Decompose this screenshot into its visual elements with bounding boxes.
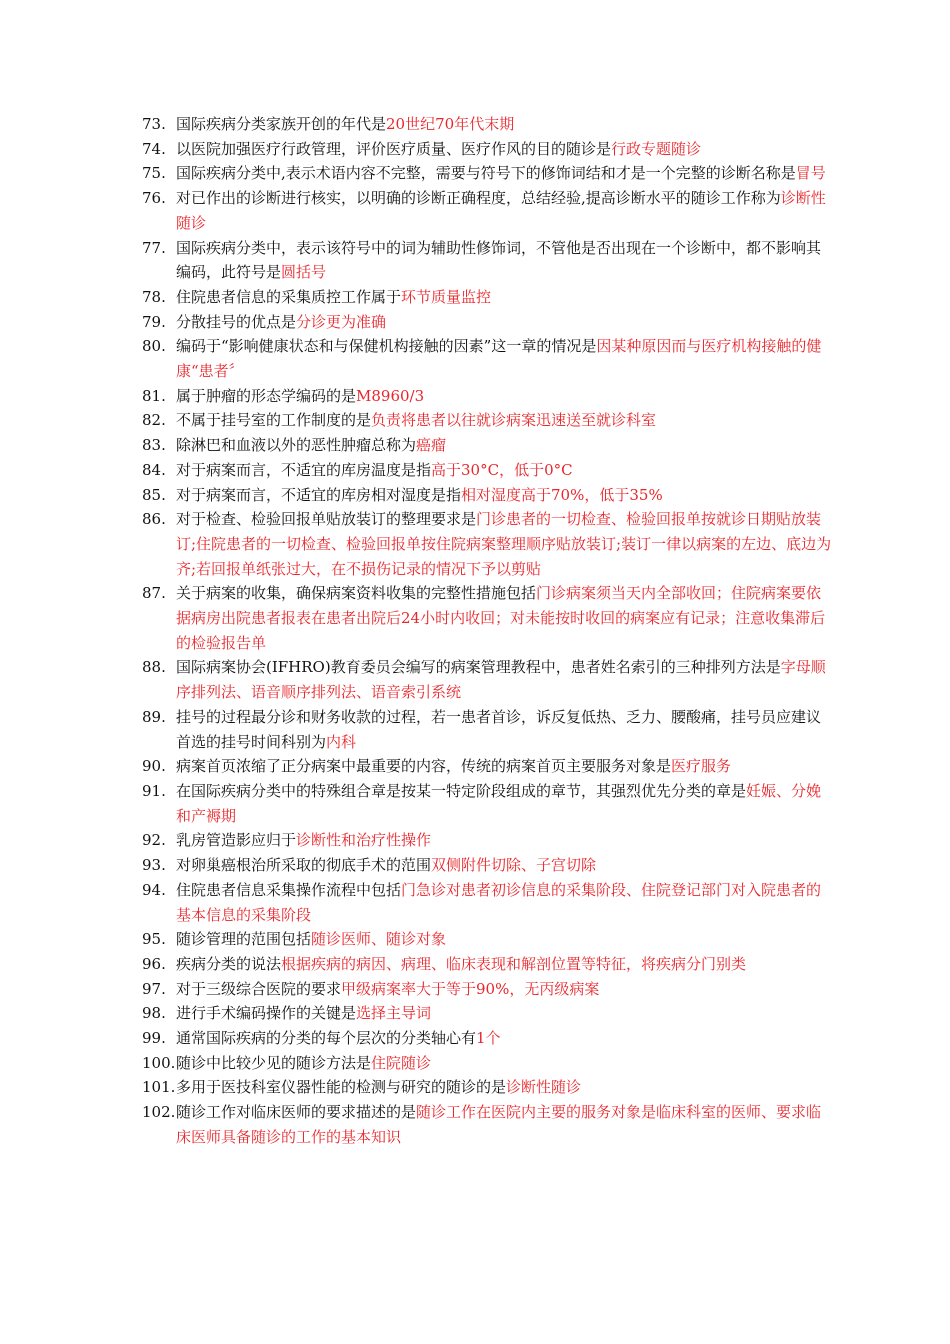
question-item <box>142 236 832 285</box>
answer-text: 诊断性随诊 <box>176 189 826 232</box>
question-number: 80. <box>142 337 166 356</box>
answer-text: 因某种原因而与医疗机构接触的健康“患者〞 <box>176 337 822 381</box>
question-text: 随诊工作对临床医师的要求描述的是 <box>176 1103 417 1122</box>
question-body <box>176 285 832 310</box>
question-text: 国际疾病分类中,表示术语内容不完整，需要与符号下的修饰词结和才是一个完整的诊断名称是 <box>176 164 796 183</box>
question-text: 国际疾病分类家族开创的年代是 <box>176 115 387 133</box>
answer-text: 圆括号 <box>281 263 327 282</box>
question-text: 通常国际疾病的分类的每个层次的分类轴心有 <box>176 1029 477 1048</box>
question-text: 关于病案的收集，确保病案资料收集的完整性措施包括 <box>176 584 537 603</box>
question-body <box>176 186 832 235</box>
answer-text: 选择主导词 <box>356 1004 432 1023</box>
question-body <box>176 161 832 186</box>
question-number: 79. <box>142 312 166 331</box>
question-body <box>176 655 832 704</box>
answer-text: 行政专题随诊 <box>611 139 702 158</box>
question-number: 98. <box>142 1004 166 1023</box>
question-body <box>176 878 832 927</box>
question-body <box>176 112 832 137</box>
question-number: 87. <box>142 584 166 603</box>
question-item <box>142 581 832 655</box>
question-number: 92. <box>142 831 166 850</box>
answer-text: 妊娠、分娩和产褥期 <box>176 781 822 825</box>
answer-text: 医疗服务 <box>671 757 732 776</box>
question-item <box>142 754 832 779</box>
question-number: 76. <box>142 189 166 208</box>
answer-text: 高于30°C，低于0°C <box>431 460 573 479</box>
question-text: 对已作出的诊断进行核实，以明确的诊断正确程度，总结经验,提高诊断水平的随诊工作称为 <box>176 189 781 208</box>
question-item <box>142 137 832 162</box>
answer-text: 诊断性和治疗性操作 <box>296 831 432 850</box>
answer-text: 内科 <box>326 732 357 751</box>
question-item <box>142 483 832 508</box>
question-text: 国际病案协会(IFHRO)教育委员会编写的病案管理教程中，患者姓名索引的三种排列方法是 <box>176 658 781 677</box>
question-number: 73. <box>142 115 166 133</box>
question-text: 病案首页浓缩了正分病案中最重要的内容，传统的病案首页主要服务对象是 <box>176 757 672 776</box>
question-body <box>176 433 832 458</box>
answer-text: 随诊医师、随诊对象 <box>311 930 447 949</box>
question-number: 94. <box>142 880 166 899</box>
question-item <box>142 285 832 310</box>
question-item <box>142 853 832 878</box>
question-item <box>142 655 832 704</box>
answer-text: 相对湿度高于70%，低于35% <box>461 485 663 504</box>
question-item <box>142 705 832 754</box>
question-body <box>176 1075 832 1100</box>
answer-text: 字母顺序排列法、语音顺序排列法、语音索引系统 <box>176 658 826 702</box>
question-item <box>142 828 832 853</box>
question-body <box>176 952 832 977</box>
question-text: 国际疾病分类中，表示该符号中的词为辅助性修饰词，不管他是否出现在一个诊断中，都不影响其编码，此符号是 <box>176 238 822 282</box>
question-body <box>176 137 832 162</box>
question-number: 86. <box>142 510 166 529</box>
question-text: 对卵巢癌根治所采取的彻底手术的范围 <box>176 856 432 875</box>
question-text: 不属于挂号室的工作制度的是 <box>176 411 372 430</box>
question-item <box>142 186 832 235</box>
question-body <box>176 483 832 508</box>
answer-text: 随诊工作在医院内主要的服务对象是临床科室的医师、要求临床医师具备随诊的工作的基本知识 <box>176 1103 822 1146</box>
question-number: 84. <box>142 460 166 479</box>
question-item <box>142 334 832 383</box>
question-text: 随诊中比较少见的随诊方法是 <box>176 1053 372 1072</box>
answer-text: 20世纪70年代末期 <box>386 115 515 133</box>
question-body <box>176 581 832 655</box>
question-item <box>142 384 832 409</box>
question-body <box>176 1001 832 1026</box>
question-number: 97. <box>142 979 166 998</box>
question-number: 77. <box>142 238 166 257</box>
answer-text: 负责将患者以往就诊病案迅速送至就诊科室 <box>371 411 657 430</box>
question-text: 以医院加强医疗行政管理，评价医疗质量、医疗作风的目的随诊是 <box>176 139 612 158</box>
question-item <box>142 161 832 186</box>
question-body <box>176 458 832 483</box>
question-body <box>176 705 832 754</box>
question-body <box>176 828 832 853</box>
question-body <box>176 779 832 828</box>
question-body <box>176 507 832 581</box>
question-text: 对于病案而言，不适宜的库房温度是指 <box>176 460 432 479</box>
question-text: 住院患者信息的采集质控工作属于 <box>176 287 402 306</box>
question-number: 89. <box>142 707 166 726</box>
answer-text: 门诊患者的一切检查、检验回报单按就诊日期贴放装订;住院患者的一切检查、检验回报单按住院病案整理顺序贴放装订;装订一律以病案的左边、底边为齐;若回报单纸张过大，在不损伤记录的情况下予以剪贴 <box>176 510 832 578</box>
answer-text: 门急诊对患者初诊信息的采集阶段、住院登记部门对入院患者的基本信息的采集阶段 <box>176 880 822 924</box>
question-text: 对于检查、检验回报单贴放装订的整理要求是 <box>176 510 477 529</box>
question-body <box>176 977 832 1002</box>
question-number: 93. <box>142 856 166 875</box>
question-text: 编码于“影响健康状态和与保健机构接触的因素”这一章的情况是 <box>176 337 597 356</box>
question-item <box>142 952 832 977</box>
question-number: 99. <box>142 1029 166 1048</box>
question-number: 78. <box>142 287 166 306</box>
question-number: 82. <box>142 411 166 430</box>
question-item <box>142 408 832 433</box>
question-text: 乳房管造影应归于 <box>176 831 297 850</box>
question-item <box>142 1051 832 1076</box>
answer-text: 双侧附件切除、子宫切除 <box>431 856 597 875</box>
question-number: 95. <box>142 930 166 949</box>
question-number: 75. <box>142 164 166 183</box>
question-text: 进行手术编码操作的关键是 <box>176 1004 357 1023</box>
question-body <box>176 1051 832 1076</box>
answer-text: 住院随诊 <box>371 1053 432 1072</box>
answer-text: 门诊病案须当天内全部收回；住院病案要依据病房出院患者报表在患者出院后24小时内收回；对未能按时收回的病案应有记录；注意收集滞后的检验报告单 <box>176 584 826 652</box>
question-item <box>142 458 832 483</box>
question-body <box>176 853 832 878</box>
question-body <box>176 310 832 335</box>
question-body <box>176 1026 832 1051</box>
question-text: 多用于医技科室仪器性能的检测与研究的随诊的是 <box>176 1078 507 1097</box>
question-body <box>176 408 832 433</box>
question-number: 90. <box>142 757 166 776</box>
question-number: 85. <box>142 485 166 504</box>
answer-text: 1个 <box>476 1029 501 1048</box>
answer-text: 分诊更为准确 <box>296 312 387 331</box>
question-text: 疾病分类的说法 <box>176 954 282 973</box>
question-item <box>142 779 832 828</box>
question-text: 对于病案而言，不适宜的库房相对湿度是指 <box>176 485 462 504</box>
question-item <box>142 927 832 952</box>
answer-text: 根据疾病的病因、病理、临床表现和解剖位置等特征，将疾病分门别类 <box>281 954 747 973</box>
answer-text: 诊断性随诊 <box>506 1078 582 1097</box>
question-body <box>176 384 832 409</box>
question-number: 88. <box>142 658 166 677</box>
question-item <box>142 1075 832 1100</box>
question-number: 102. <box>142 1103 176 1122</box>
question-text: 随诊管理的范围包括 <box>176 930 312 949</box>
question-body <box>176 927 832 952</box>
question-item <box>142 310 832 335</box>
question-item <box>142 1100 832 1149</box>
question-text: 属于肿瘤的形态学编码的是 <box>176 386 357 405</box>
question-text: 分散挂号的优点是 <box>176 312 297 331</box>
answer-text: 甲级病案率大于等于90%，无丙级病案 <box>341 979 600 998</box>
question-item <box>142 112 832 137</box>
answer-text: M8960/3 <box>356 386 425 405</box>
question-number: 74. <box>142 139 166 158</box>
answer-text: 癌瘤 <box>416 436 447 455</box>
question-text: 住院患者信息采集操作流程中包括 <box>176 880 402 899</box>
question-body <box>176 1100 832 1149</box>
question-item <box>142 433 832 458</box>
question-body <box>176 334 832 383</box>
question-item <box>142 977 832 1002</box>
question-list <box>142 112 832 1150</box>
question-number: 101. <box>142 1078 176 1097</box>
question-item <box>142 878 832 927</box>
answer-text: 冒号 <box>795 164 826 183</box>
question-item <box>142 1001 832 1026</box>
question-body <box>176 236 832 285</box>
question-number: 96. <box>142 954 166 973</box>
question-text: 除淋巴和血液以外的恶性肿瘤总称为 <box>176 436 417 455</box>
question-item <box>142 1026 832 1051</box>
question-body <box>176 754 832 779</box>
question-item <box>142 507 832 581</box>
question-text: 挂号的过程最分诊和财务收款的过程，若一患者首诊，诉反复低热、乏力、腰酸痛，挂号员应建议首选的挂号时间科别为 <box>176 707 822 751</box>
question-number: 100. <box>142 1053 176 1072</box>
question-number: 81. <box>142 386 166 405</box>
question-text: 对于三级综合医院的要求 <box>176 979 342 998</box>
question-number: 91. <box>142 781 166 800</box>
question-number: 83. <box>142 436 166 455</box>
answer-text: 环节质量监控 <box>401 287 492 306</box>
question-text: 在国际疾病分类中的特殊组合章是按某一特定阶段组成的章节，其强烈优先分类的章是 <box>176 781 747 800</box>
